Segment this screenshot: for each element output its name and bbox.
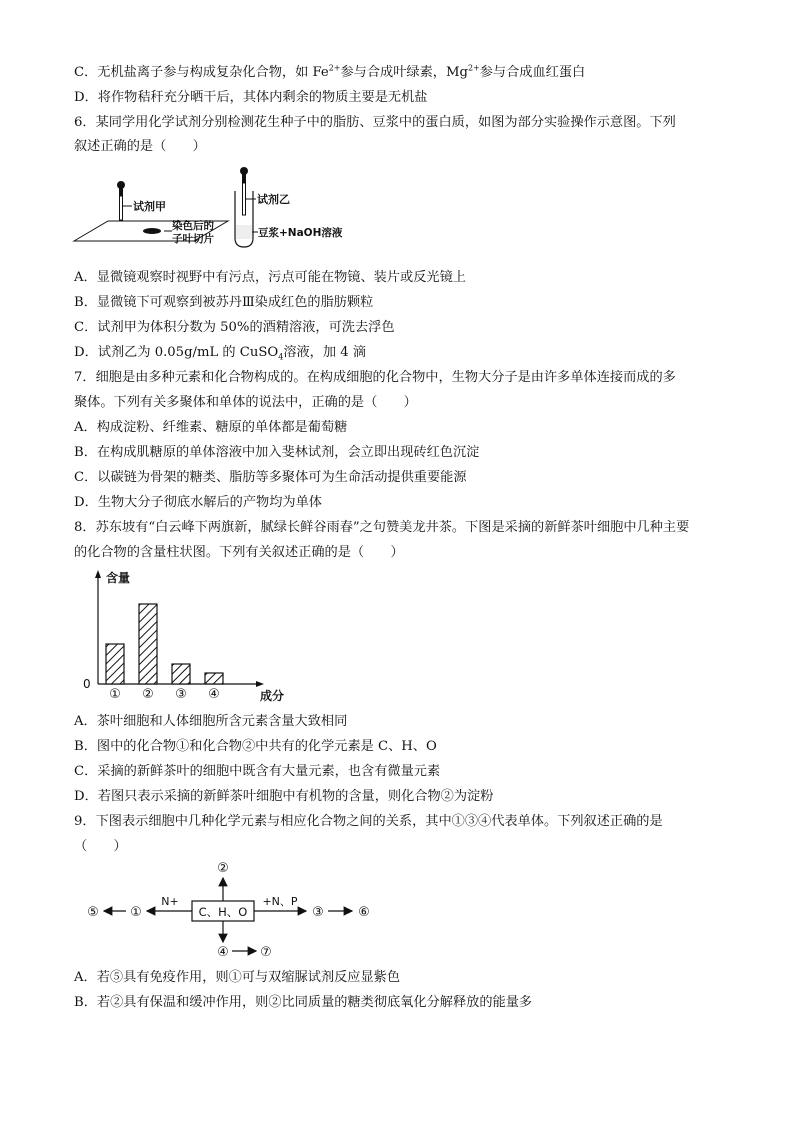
q9-stem-line1: 9．下图表示细胞中几种化学元素与相应化合物之间的关系，其中①③④代表单体。下列叙述正确的是	[74, 814, 663, 829]
slide-label-line2: 子叶切片	[172, 233, 214, 245]
node-3: ③	[312, 905, 324, 920]
category-label-4: ④	[208, 687, 220, 702]
q8-option-d: D．若图只表示采摘的新鲜茶叶细胞中有机物的含量，则化合物②为淀粉	[74, 789, 494, 804]
q6-stem-line2: 叙述正确的是（ ）	[74, 139, 206, 154]
q7-stem-line1: 7．细胞是由多种元素和化合物构成的。在构成细胞的化合物中，生物大分子是由许多单体连接而成的多	[74, 370, 676, 385]
q7-option-c: C．以碳链为骨架的糖类、脂肪等多聚体可为生命活动提供重要能源	[74, 470, 467, 485]
q9-option-a: A．若⑤具有免疫作用，则①可与双缩脲试剂反应显紫色	[74, 970, 401, 985]
right-add-label: +N、P	[262, 895, 298, 908]
q8-stem-line1: 8．苏东坡有“白云峰下两旗新，腻绿长鲜谷雨春”之句赞美龙井茶。下图是采摘的新鲜茶叶细胞中几种主要	[74, 520, 690, 535]
q8-option-c: C．采摘的新鲜茶叶的细胞中既含有大量元素，也含有微量元素	[74, 764, 441, 779]
q5-option-d: D．将作物秸秆充分晒干后，其体内剩余的物质主要是无机盐	[74, 90, 428, 105]
q9-option-b: B．若②具有保温和缓冲作用，则②比同质量的糖类彻底氧化分解释放的能量多	[74, 995, 533, 1010]
q7-option-a: A．构成淀粉、纤维素、糖原的单体都是葡萄糖	[74, 420, 348, 435]
reagent-a-label: 试剂甲	[133, 200, 166, 213]
q6-option-a: A．显微镜观察时视野中有污点，污点可能在物镜、装片或反光镜上	[74, 270, 466, 285]
bar-1	[106, 644, 124, 684]
dropper-reagent-a	[117, 181, 125, 220]
bar-4	[205, 673, 223, 684]
q9-stem-line2: （ ）	[74, 839, 127, 854]
reagent-b-label: 试剂乙	[257, 193, 290, 206]
q6-experiment-figure	[60, 163, 370, 253]
category-label-2: ②	[142, 687, 154, 702]
x-axis-arrow	[256, 681, 264, 687]
dropper-reagent-b	[240, 167, 248, 215]
q6-option-c: C．试剂甲为体积分数为 50%的酒精溶液，可洗去浮色	[74, 320, 395, 335]
q6-option-b: B．显微镜下可观察到被苏丹Ⅲ染成红色的脂肪颗粒	[74, 295, 374, 310]
center-elements: C、H、O	[198, 905, 248, 919]
q9-relationship-diagram	[80, 858, 380, 963]
category-label-3: ③	[175, 687, 187, 702]
slide-label-line1: 染色后的	[172, 220, 214, 232]
q6-option-d: D．试剂乙为 0.05g/mL 的 CuSO$_4$溶液，加 4 滴	[74, 345, 367, 362]
x-axis-label: 成分	[260, 689, 285, 703]
origin-label: 0	[83, 677, 91, 691]
q8-option-a: A．茶叶细胞和人体细胞所含元素含量大致相同	[74, 714, 348, 729]
q5-option-c: C．无机盐离子参与构成复杂化合物，如 $Fe^{2+}$参与合成叶绿素，$Mg^{2+}$参与合成血红蛋白	[74, 63, 586, 80]
q6-stem-line1: 6．某同学用化学试剂分别检测花生种子中的脂肪、豆浆中的蛋白质，如图为部分实验操作示意图。下列	[74, 115, 676, 130]
node-4: ④	[217, 945, 229, 960]
node-2: ②	[217, 861, 229, 876]
left-add-label: N+	[161, 895, 179, 908]
q8-stem-line2: 的化合物的含量柱状图。下列有关叙述正确的是（ ）	[74, 545, 404, 560]
node-7: ⑦	[260, 945, 272, 960]
q7-stem-line2: 聚体。下列有关多聚体和单体的说法中，正确的是（ ）	[74, 395, 417, 410]
y-axis-label: 含量	[106, 571, 131, 585]
q8-bar-chart	[76, 566, 306, 706]
bar-2	[139, 604, 157, 684]
tube-contents-label: 豆浆+NaOH溶液	[258, 227, 343, 239]
node-6: ⑥	[358, 905, 370, 920]
cotyledon-section	[143, 228, 161, 234]
y-axis-arrow	[95, 570, 101, 578]
bar-3	[172, 664, 190, 684]
category-label-1: ①	[109, 687, 121, 702]
q8-option-b: B．图中的化合物①和化合物②中共有的化学元素是 C、H、O	[74, 739, 437, 754]
node-1: ①	[130, 905, 142, 920]
q7-option-d: D．生物大分子彻底水解后的产物均为单体	[74, 495, 322, 510]
q7-option-b: B．在构成肌糖原的单体溶液中加入斐林试剂，会立即出现砖红色沉淀	[74, 445, 480, 460]
node-5: ⑤	[87, 905, 99, 920]
